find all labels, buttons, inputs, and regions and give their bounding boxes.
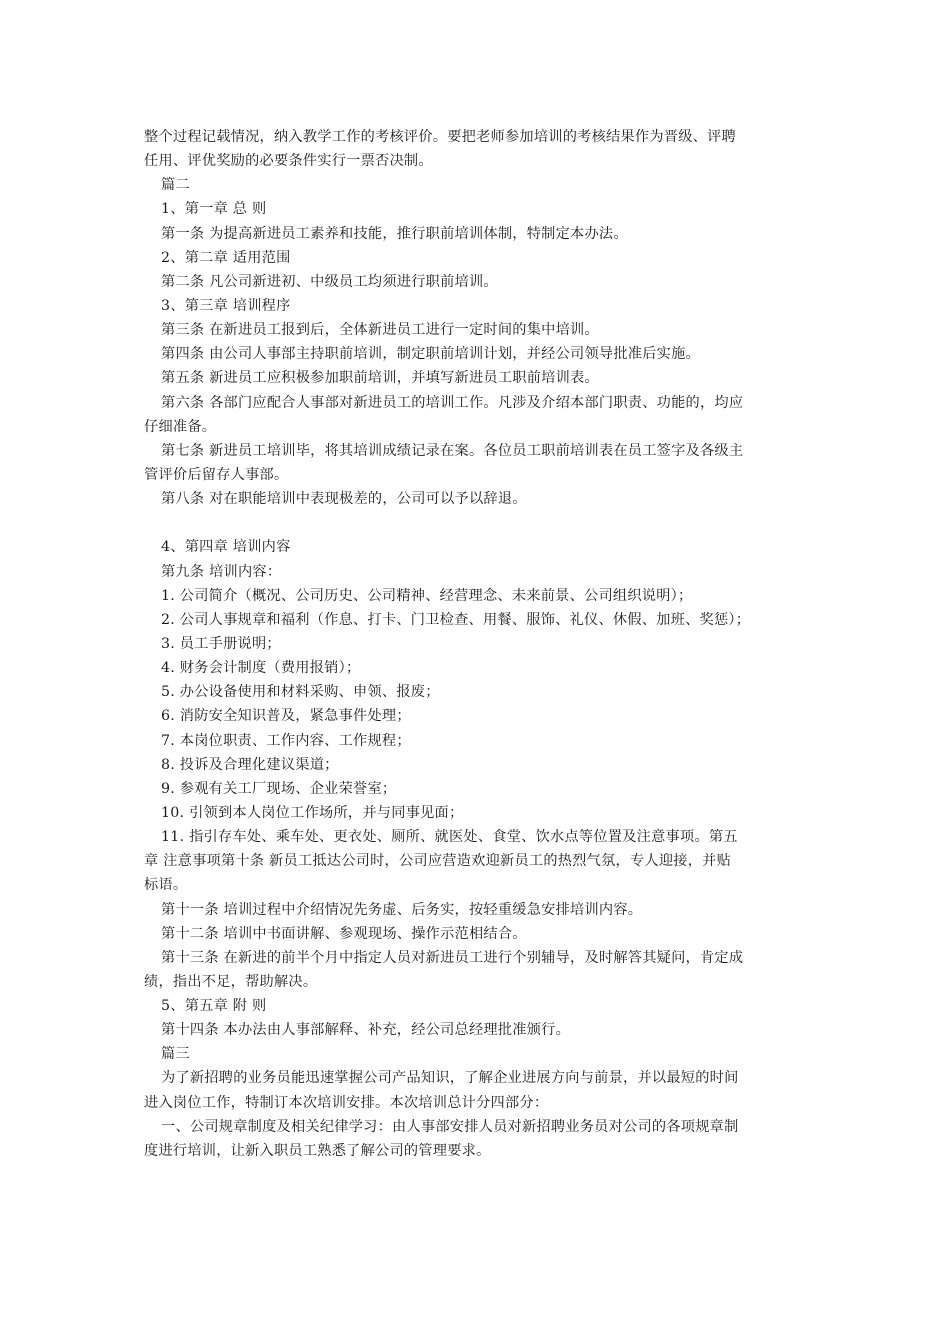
text-line: 篇三: [161, 1046, 190, 1063]
text-line: 第八条 对在职能培训中表现极差的，公司可以予以辞退。: [161, 491, 527, 508]
text-line: 绩，指出不足，帮助解决。: [144, 973, 318, 990]
text-line: 第九条 培训内容：: [161, 563, 282, 580]
text-line: 整个过程记载情况，纳入教学工作的考核评价。要把老师参加培训的考核结果作为晋级、评聘: [144, 129, 736, 145]
text-line: 6. 消防安全知识普及，紧急事件处理；: [161, 708, 411, 725]
text-line: 篇二: [161, 177, 190, 194]
text-line: 任用、评优奖励的必要条件实行一票否决制。: [144, 153, 433, 170]
text-line: 章 注意事项第十条 新员工抵达公司时，公司应营造欢迎新员工的热烈气氛，专人迎接，并贴: [144, 853, 732, 870]
text-line: 第十二条 培训中书面讲解、参观现场、操作示范相结合。: [161, 925, 527, 942]
text-line: 第四条 由公司人事部主持职前培训，制定职前培训计划，并经公司领导批准后实施。: [161, 346, 700, 363]
text-line: 10. 引领到本人岗位工作场所，并与同事见面；: [161, 804, 464, 821]
text-line: 5、第五章 附 则: [161, 998, 267, 1015]
text-line: 1、第一章 总 则: [161, 201, 267, 218]
text-line: 第十三条 在新进的前半个月中指定人员对新进员工进行个别辅导，及时解答其疑问，肯定成: [161, 949, 744, 966]
text-line: 3、第三章 培训程序: [161, 297, 291, 314]
text-line: 9. 参观有关工厂现场、企业荣誉室；: [161, 780, 397, 797]
text-line: 第十四条 本办法由人事部解释、补充，经公司总经理批准颁行。: [161, 1022, 571, 1039]
text-line: 第一条 为提高新进员工素养和技能，推行职前培训体制，特制定本办法。: [161, 225, 628, 242]
text-line: 第六条 各部门应配合人事部对新进员工的培训工作。凡涉及介绍本部门职责、功能的，均应: [161, 394, 744, 411]
text-line: 第五条 新进员工应积极参加职前培训，并填写新进员工职前培训表。: [161, 370, 599, 387]
text-line: 一、公司规章制度及相关纪律学习：由人事部安排人员对新招聘业务员对公司的各项规章制: [161, 1118, 739, 1135]
text-line: 管评价后留存人事部。: [144, 466, 289, 483]
text-line: 度进行培训，让新入职员工熟悉了解公司的管理要求。: [144, 1142, 491, 1159]
text-line: 第三条 在新进员工报到后，全体新进员工进行一定时间的集中培训。: [161, 322, 599, 339]
text-line: 为了新招聘的业务员能迅速掌握公司产品知识，了解企业进展方向与前景，并以最短的时间: [161, 1070, 739, 1087]
text-line: 2、第二章 适用范围: [161, 249, 291, 266]
text-line: 2. 公司人事规章和福利（作息、打卡、门卫检查、用餐、服饰、礼仪、休假、加班、奖惩）；: [161, 611, 751, 628]
text-line: 8. 投诉及合理化建议渠道；: [161, 756, 339, 773]
text-line: 进入岗位工作，特制订本次培训安排。本次培训总计分四部分：: [144, 1094, 549, 1111]
text-line: 3. 员工手册说明；: [161, 635, 281, 652]
text-line: 仔细准备。: [144, 418, 217, 435]
text-line: 第七条 新进员工培训毕，将其培训成绩记录在案。各位员工职前培训表在员工签字及各级主: [161, 442, 744, 459]
text-line: 4. 财务会计制度（费用报销）；: [161, 660, 361, 677]
text-line: 1. 公司简介（概况、公司历史、公司精神、经营理念、未来前景、公司组织说明）；: [161, 587, 693, 604]
text-line: 11. 指引存车处、乘车处、更衣处、厕所、就医处、食堂、饮水点等位置及注意事项。第五: [161, 829, 738, 846]
text-line: 5. 办公设备使用和材料采购、申领、报废；: [161, 684, 440, 701]
blank-line: [144, 511, 824, 535]
document-body: [144, 125, 824, 1163]
text-line: 7. 本岗位职责、工作内容、工作规程；: [161, 732, 411, 749]
text-line: 第十一条 培训过程中介绍情况先务虚、后务实，按轻重缓急安排培训内容。: [161, 901, 643, 918]
text-line: 4、第四章 培训内容: [161, 539, 291, 556]
text-line: 第二条 凡公司新进初、中级员工均须进行职前培训。: [161, 273, 498, 290]
text-line: 标语。: [144, 877, 188, 894]
